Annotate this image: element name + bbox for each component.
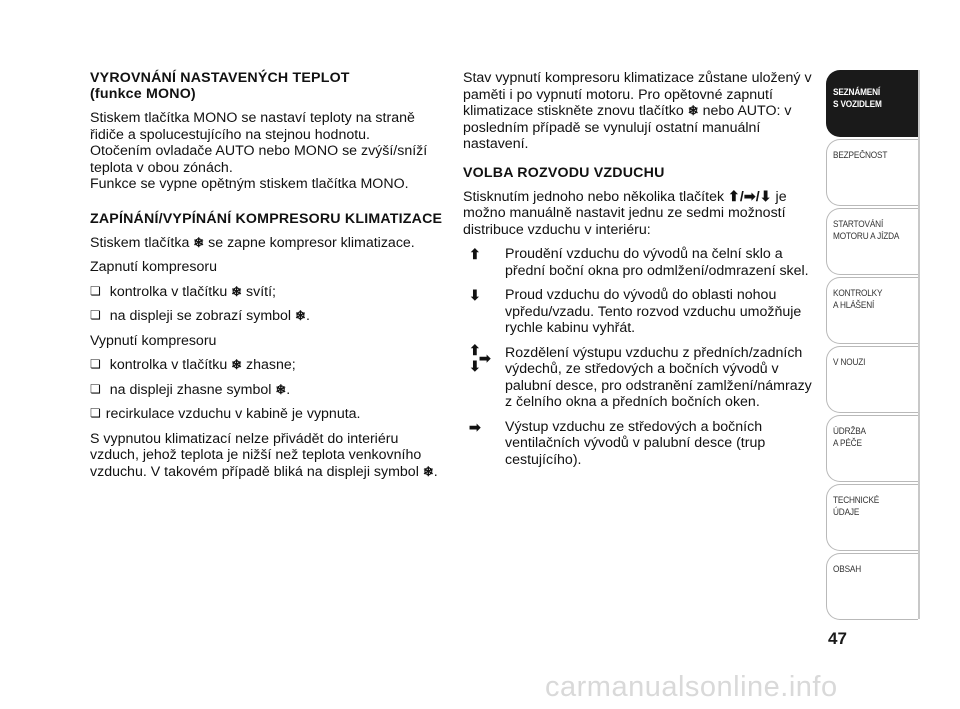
distribution-text: Proud vzduchu do vývodů do oblasti nohou vpředu/vzadu. Tento rozvod vzduchu umožňuje rychle kabinu vyhřát. xyxy=(505,287,802,336)
chapter-tabs xyxy=(826,70,918,622)
tab-seznameni[interactable] xyxy=(826,70,918,137)
paragraph: Otočením ovladače AUTO nebo MONO se zvýší/sníží teplota v obou zónách. xyxy=(90,143,428,176)
bullet-item: ❏ recirkulace vzduchu v kabině je vypnuta. xyxy=(90,406,448,423)
snowflake-icon: ❄ xyxy=(193,234,205,250)
text: je možno manuálně nastavit jednu ze sedmi možností distribuce vzduchu v interiéru: xyxy=(463,188,787,238)
arrow-right-icon: ➡ xyxy=(479,349,491,366)
tab-label: SEZNÁMENÍ S VOZIDLEM xyxy=(833,87,882,110)
arrow-up-icon: ⬆ xyxy=(469,246,481,262)
heading-mono xyxy=(90,70,448,102)
distribution-text: Výstup vzduchu ze středových a bočních ventilačních vývodů v palubní desce (trup cestujícího). xyxy=(505,418,766,468)
arrow-right-icon: ➡ xyxy=(469,418,481,435)
distribution-item xyxy=(463,341,818,411)
text: zhasne; xyxy=(246,357,296,373)
paragraph: Stisknutím jednoho nebo několika tlačítek ⬆/➡/⬇ je možno manuálně nastavit jednu ze sedmi možností distribuce vzduchu v interiéru: xyxy=(463,188,787,238)
tab-udrzba[interactable] xyxy=(826,415,918,482)
text: . xyxy=(433,463,438,480)
tab-startovani[interactable] xyxy=(826,208,918,275)
bullet-item xyxy=(90,357,448,374)
text: na displeji zhasne symbol xyxy=(109,381,272,398)
tab-strip-divider xyxy=(918,70,920,619)
paragraph xyxy=(463,70,818,153)
left-column xyxy=(90,70,448,488)
bullet-item xyxy=(90,308,448,325)
arrow-down-icon: ⬇ xyxy=(469,287,481,303)
text: . xyxy=(286,381,291,398)
distribution-text: Proudění vzduchu do vývodů na čelní sklo a přední boční okna pro odmlžení/odmrazení skel. xyxy=(505,246,809,279)
tab-label: OBSAH xyxy=(833,564,862,575)
middle-column xyxy=(463,70,818,476)
snowflake-icon: ❄ xyxy=(422,463,434,479)
tab-label: TECHNICKÉ ÚDAJE xyxy=(833,495,880,518)
tab-label: V NOUZI xyxy=(833,357,866,368)
tab-label: KONTROLKY A HLÁŠENÍ xyxy=(833,288,883,311)
page-number: 47 xyxy=(828,629,847,648)
snowflake-icon: ❄ xyxy=(231,357,243,372)
text: svítí; xyxy=(246,283,276,300)
snowflake-icon: ❄ xyxy=(275,381,287,397)
paragraph: Funkce se vypne opětným stiskem tlačítka MONO. xyxy=(90,176,409,192)
distribution-item xyxy=(463,419,818,469)
arrow-right-icon: ➡ xyxy=(743,188,756,205)
arrow-down-icon: ⬇ xyxy=(469,357,481,374)
tab-label: STARTOVÁNÍ MOTORU A JÍZDA xyxy=(833,219,900,242)
heading-mono-line1: VYROVNÁNÍ NASTAVENÝCH TEPLOT xyxy=(90,70,350,86)
tab-kontrolky[interactable] xyxy=(826,277,918,344)
paragraph xyxy=(90,235,448,252)
bullet-item xyxy=(90,284,448,301)
arrow-up-icon: ⬆ xyxy=(728,188,740,205)
text: kontrolka v tlačítku xyxy=(109,283,228,300)
text: Stiskem tlačítka xyxy=(90,234,190,251)
text: kontrolka v tlačítku xyxy=(109,357,228,373)
text: na displeji se zobrazí symbol xyxy=(109,308,292,324)
snowflake-icon: ❄ xyxy=(295,308,306,323)
text: nebo AUTO: v posledním případě se vynulují ostatní manuální nastavení. xyxy=(463,103,792,152)
heading-mono-line2: (funkce MONO) xyxy=(90,86,196,102)
subheading-on: Zapnutí kompresoru xyxy=(90,259,217,275)
arrow-down-icon: ⬇ xyxy=(759,188,772,205)
tab-obsah[interactable] xyxy=(826,553,918,620)
paragraph: Stiskem tlačítka MONO se nastaví teploty na straně řidiče a spolucestujícího na stejnou hodnotu. xyxy=(90,110,415,143)
snowflake-icon: ❄ xyxy=(231,283,243,299)
distribution-item xyxy=(463,287,818,337)
text: Stav vypnutí kompresoru klimatizace zůstane uložený v paměti i po vypnutí motoru. Pro opětovné zapnutí klimatizace stiskněte znovu tlačítko xyxy=(463,70,812,119)
paragraph xyxy=(90,431,448,481)
arrow-triple-icon xyxy=(463,341,505,411)
subheading-off: Vypnutí kompresoru xyxy=(90,332,217,349)
tab-technicke[interactable] xyxy=(826,484,918,551)
text: se zapne kompresor klimatizace. xyxy=(208,234,415,251)
text: Stisknutím jednoho nebo několika tlačítek xyxy=(463,188,725,205)
snowflake-icon: ❄ xyxy=(687,103,699,118)
heading-air-distribution: VOLBA ROZVODU VZDUCHU xyxy=(463,164,665,181)
watermark: carmanualsonline.info xyxy=(545,671,838,703)
distribution-item xyxy=(463,246,818,279)
heading-compressor: ZAPÍNÁNÍ/VYPÍNÁNÍ KOMPRESORU KLIMATIZACE xyxy=(90,210,443,227)
tab-label: BEZPEČNOST xyxy=(833,150,888,161)
text: S vypnutou klimatizací nelze přivádět do interiéru vzduch, jehož teplota je nižší než teplota venkovního vzduchu. V takovém případě bliká na displeji symbol xyxy=(90,430,422,480)
distribution-text: Rozdělení výstupu vzduchu z předních/zadních výdechů, ze středových a bočních vývodů v palubní desce, pro odstranění zamlžení/námrazy z čelního okna a předních bočních oken. xyxy=(505,344,812,410)
arrow-up-icon: ⬆ xyxy=(469,341,481,358)
bullet-item xyxy=(90,382,448,399)
tab-label: ÚDRŽBA A PÉČE xyxy=(833,426,866,449)
text: . xyxy=(305,308,310,324)
tab-bezpecnost[interactable] xyxy=(826,139,918,206)
tab-v-nouzi[interactable] xyxy=(826,346,918,413)
